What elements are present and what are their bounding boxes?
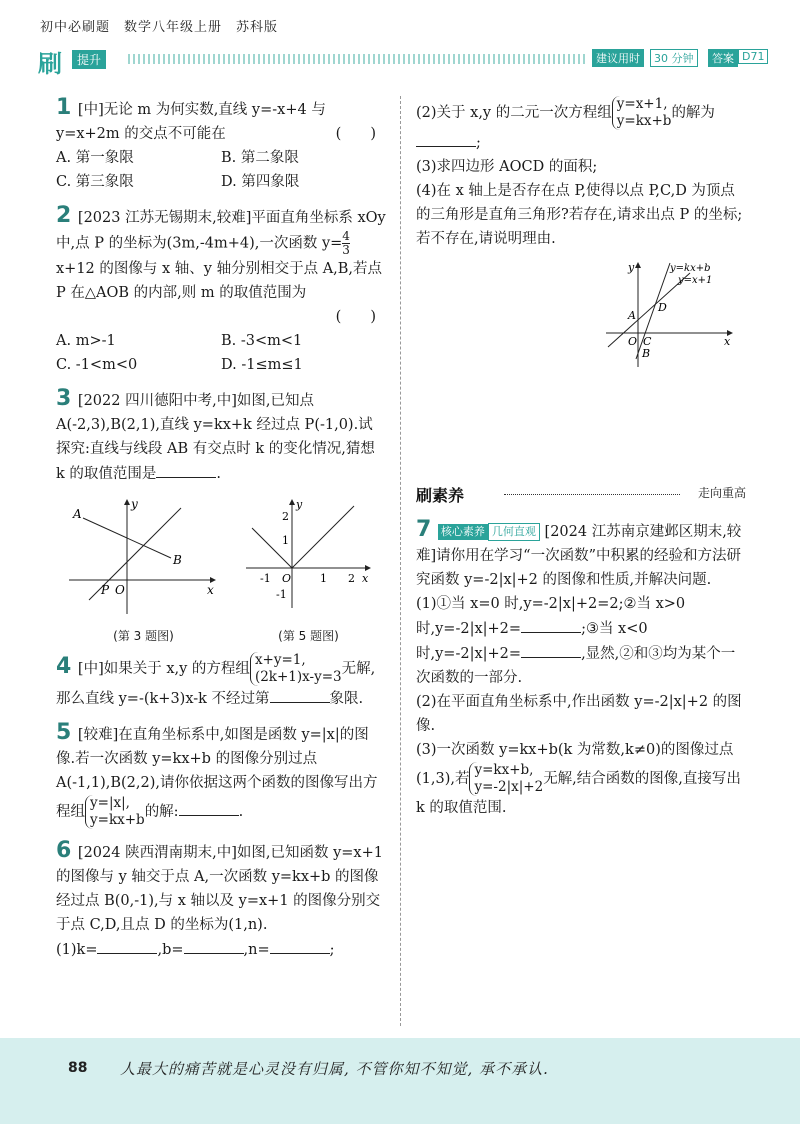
figure-5 [244, 496, 374, 648]
answer-paren: ( ) [335, 309, 376, 325]
frac-num: 4 [342, 229, 350, 243]
question-1 [56, 96, 386, 194]
question-text: [2024 陕西渭南期末,中]如图,已知函数 y=x+1 的图像与 y 轴交于点 A,一次函数 y=kx+b 的图像经过点 B(0,-1),与 x 轴以及 y=x+1 的图像分别交于点 C,D,且点 D 的坐标为(1,n). [56, 845, 383, 933]
question-7 [416, 518, 746, 820]
column-divider [400, 96, 401, 1026]
part-4-text: (4)在 x 轴上是否存在点 P,使得以点 P,C,D 为顶点的三角形是直角三角形?若存在,请求出点 P 的坐标;若不存在,请说明理由. [416, 183, 743, 247]
label-y: y [628, 261, 635, 274]
end-mark: . [216, 466, 222, 482]
label-l1: y=kx+b [670, 263, 711, 274]
tick-x-2: 2 [347, 572, 355, 585]
answer-blank-k [97, 937, 157, 954]
footer-quote: 人最大的痛苦就是心灵没有归属, 不管你知不知觉, 承不承认. [120, 1060, 549, 1078]
eq-1: y=|x|, [90, 795, 130, 811]
option-b: B. -3<m<1 [221, 333, 303, 349]
question-text-2: 的解: [144, 804, 179, 820]
answer-paren: ( ) [335, 126, 376, 142]
part-1-b: ,b= [157, 942, 184, 958]
series-title: 初中必刷题 数学八年级上册 苏科版 [40, 20, 279, 35]
label-o: O [628, 335, 638, 348]
tick-y-2: 2 [281, 510, 289, 523]
brand-main: 刷 [38, 50, 62, 78]
part-2-text: (2)关于 x,y 的二元一次方程组 [416, 105, 612, 121]
tick-x-neg1: -1 [259, 572, 271, 585]
question-text: [中]无论 m 为何实数,直线 y=-x+4 与 y=x+2m 的交点不可能在 [56, 102, 326, 142]
answer-blank-n [270, 937, 330, 954]
question-number: 1 [56, 95, 72, 120]
question-5 [56, 721, 386, 829]
answer-blank-2 [521, 641, 581, 658]
figure-6-graph [606, 259, 736, 369]
question-6-continued [416, 96, 746, 251]
part-3-text: (3)一次函数 y=kx+b(k 为常数,k≠0)的图像过点(1,3),若 [416, 742, 734, 787]
tick-origin: O [281, 572, 291, 585]
page-footer [0, 1038, 800, 1124]
label-c: C [643, 335, 652, 348]
brand-sub: 提升 [72, 50, 106, 69]
question-6 [56, 839, 386, 962]
part-1-n: ,n= [243, 942, 270, 958]
question-number: 3 [56, 386, 72, 411]
question-number: 4 [56, 654, 72, 679]
part-1-text: (1)①当 x=0 时,y=-2|x|+2=2;②当 x>0 时,y=-2|x|+2= [416, 596, 686, 637]
question-text-2: x+12 的图像与 x 轴、y 轴分别相交于点 A,B,若点 P 在△AOB 的内部,则 m 的取值范围为 [56, 261, 383, 301]
equation-system [612, 96, 672, 130]
time-value: 30 分钟 [650, 49, 698, 67]
label-o: O [114, 583, 125, 597]
question-number: 7 [416, 517, 432, 542]
option-a: A. 第一象限 [56, 150, 134, 166]
question-text-3: 象限. [329, 691, 364, 707]
part-1-text-3: ,显然,②和③均为某个一次函数的一部分. [416, 646, 736, 686]
page-number: 88 [68, 1060, 88, 1076]
badge-geometry: 几何直观 [488, 523, 540, 541]
answer-blank [270, 686, 330, 703]
option-d: D. 第四象限 [221, 174, 300, 190]
label-p: P [100, 583, 109, 597]
left-column [56, 96, 386, 972]
answer-label: 答案 [708, 49, 738, 67]
part-1-text-2: ;③当 x<0 时,y=-2|x|+2= [416, 621, 648, 662]
answer-blank [179, 799, 239, 816]
question-number: 6 [56, 838, 72, 863]
eq-2: (2k+1)x-y=3 [254, 669, 342, 685]
figure-6 [606, 259, 746, 377]
part-1-label: (1)k= [56, 942, 98, 958]
part-2-end: ; [476, 135, 481, 151]
label-a: A [628, 309, 636, 322]
question-text-2: 无解,那么直线 y=-(k+3)x-k 不经过第 [56, 661, 376, 707]
section-header [416, 483, 746, 505]
eq-2: y=kx+b [90, 812, 145, 828]
question-text: [较难]在直角坐标系中,如图是函数 y=|x|的图像.若一次函数 y=kx+b 的图像分别过点 A(-1,1),B(2,2),请你依据这两个函数的图像写出方程组 [56, 727, 378, 820]
question-4 [56, 652, 386, 711]
question-2 [56, 204, 386, 377]
answer-blank [416, 130, 476, 147]
figure-3 [69, 496, 219, 648]
label-x: x [361, 572, 368, 585]
label-x: x [724, 335, 731, 348]
option-c: C. -1<m<0 [56, 357, 138, 373]
eq-1: y=x+1, [616, 96, 668, 112]
question-number: 5 [56, 720, 72, 745]
figure-3-caption: (第 3 题图) [113, 629, 174, 643]
section-subtitle: 走向重高 [697, 486, 746, 500]
equation-system [469, 762, 543, 796]
label-l2: y=x+1 [678, 275, 713, 286]
label-y: y [295, 498, 302, 511]
label-d: D [658, 301, 667, 314]
part-2-text-2: 的解为 [671, 105, 715, 121]
tick-x-1: 1 [319, 572, 327, 585]
figure-row [56, 496, 386, 648]
figure-5-graph [244, 496, 374, 616]
eq-1: x+y=1, [254, 652, 306, 668]
time-label: 建议用时 [592, 49, 644, 67]
part-3-text-2: 无解,结合函数的图像,直接写出 k 的取值范围. [416, 771, 741, 816]
page-header [0, 0, 800, 80]
answer-blank-1 [521, 616, 581, 633]
question-text: [2022 四川德阳中考,中]如图,已知点 A(-2,3),B(2,1),直线 y=kx+k 经过点 P(-1,0).试探究:直线与线段 AB 有交点时 k 的变化情况,猜想 k 的取值范围是 [56, 393, 375, 482]
question-number: 2 [56, 203, 72, 228]
fraction [342, 230, 350, 257]
question-text: [中]如果关于 x,y 的方程组 [77, 661, 250, 677]
right-column [416, 96, 746, 377]
tick-y-1: 1 [281, 534, 289, 547]
eq-2: y=-2|x|+2 [474, 779, 544, 795]
part-3-text: (3)求四边形 AOCD 的面积; [416, 159, 598, 175]
badge-core: 核心素养 [438, 524, 488, 540]
option-c: C. 第三象限 [56, 174, 134, 190]
question-text: [2023 江苏无锡期末,较难]平面直角坐标系 xOy 中,点 P 的坐标为(3m,-4m+4),一次函数 y= [56, 210, 386, 252]
tick-y-neg1: -1 [275, 588, 287, 601]
figure-5-caption: (第 5 题图) [278, 629, 339, 643]
question-text: [2024 江苏南京建邺区期末,较难]请你用在学习“一次函数”中积累的经验和方法研究函数 y=-2|x|+2 的图像和性质,并解决问题. [416, 524, 742, 588]
answer-value: D71 [738, 49, 768, 64]
answer-blank-b [184, 937, 244, 954]
label-y: y [130, 497, 138, 511]
header-bar [128, 54, 588, 64]
part-1-end: ; [329, 942, 335, 958]
frac-den: 3 [342, 243, 350, 257]
option-b: B. 第二象限 [221, 150, 299, 166]
option-a: A. m>-1 [56, 333, 116, 349]
eq-1: y=kx+b, [474, 762, 534, 778]
label-b: B [642, 347, 651, 360]
label-x: x [206, 583, 214, 597]
label-b: B [172, 553, 182, 567]
brand-logo [38, 44, 126, 78]
equation-system [250, 652, 342, 686]
eq-2: y=kx+b [616, 113, 672, 129]
figure-3-graph [69, 496, 219, 616]
end-mark: . [238, 804, 244, 820]
section-title: 刷素养 [416, 486, 465, 505]
label-a: A [72, 507, 82, 521]
question-3 [56, 387, 386, 486]
equation-system [85, 795, 145, 829]
abs-right-branch [292, 506, 354, 568]
option-d: D. -1≤m≤1 [221, 357, 303, 373]
answer-blank [156, 461, 216, 478]
part-2-text: (2)在平面直角坐标系中,作出函数 y=-2|x|+2 的图像. [416, 694, 742, 734]
section-dotted-line [504, 494, 680, 495]
